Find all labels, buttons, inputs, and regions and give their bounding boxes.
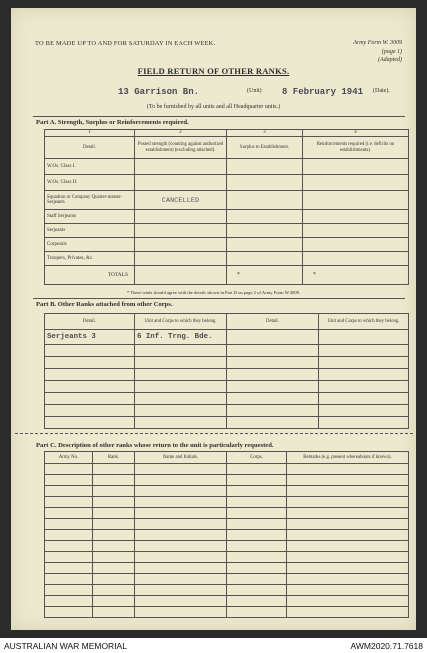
part-c-heading: Part C. Description of other ranks whose return to the unit is particularly requested. (36, 442, 274, 449)
column-header: Unit and Corps to which they belong. (135, 314, 227, 330)
part-b-table (44, 313, 409, 429)
totals-row (45, 266, 409, 285)
column-header: Name and Initials. (135, 452, 227, 464)
form-status: (Adapted) (378, 57, 402, 63)
col-number: 3 (227, 130, 303, 137)
row-label: W.Os. Class I. (45, 159, 135, 175)
row-label: W.Os. Class II. (45, 175, 135, 191)
entry-unit: 6 Inf. Trng. Bde. (135, 330, 227, 345)
date-value: 8 February 1941 (282, 87, 364, 97)
table-row (45, 607, 409, 618)
unit-value: 13 Garrison Bn. (118, 87, 200, 97)
column-header: Army No. (45, 452, 93, 464)
row-label: Troopers, Privates, &c. (45, 252, 135, 266)
col-number: 1 (45, 130, 135, 137)
table-row (45, 596, 409, 607)
section-rule (33, 298, 405, 299)
table-row (45, 486, 409, 497)
table-row (45, 252, 409, 266)
col-number: 4 (303, 130, 409, 137)
form-number: Army Form W. 3009 (353, 40, 402, 46)
form-sheet (11, 8, 416, 630)
table-row (45, 175, 409, 191)
table-row (45, 519, 409, 530)
asterisk-mark: * (227, 266, 303, 285)
row-label: Squadron or Company Quarter-master-Serjeants (45, 191, 135, 210)
form-number-block (353, 39, 402, 65)
table-row (45, 381, 409, 393)
form-page: (page 1) (381, 48, 402, 55)
column-header: Reinforcements required (i.e. deficits on establishments). (303, 137, 409, 159)
table-row (45, 541, 409, 552)
column-header: Posted strength (counting against authorized establishment) (excluding attached). (135, 137, 227, 159)
part-a-heading: Part A. Strength, Surplus or Reinforcements required. (36, 119, 189, 126)
table-row (45, 357, 409, 369)
table-row (45, 405, 409, 417)
table-row (45, 345, 409, 357)
entry-detail: Serjeants 3 (45, 330, 135, 345)
column-header: Detail. (45, 314, 135, 330)
credit-right: AWM2020.71.7618 (350, 641, 423, 651)
table-row (45, 210, 409, 224)
cancelled-stamp: CANCELLED (161, 196, 200, 204)
table-row (45, 238, 409, 252)
form-title: FIELD RETURN OF OTHER RANKS. (137, 66, 290, 76)
table-row (45, 224, 409, 238)
table-row (45, 574, 409, 585)
table-row (45, 552, 409, 563)
credit-left: AUSTRALIAN WAR MEMORIAL (4, 641, 127, 651)
part-a-footnote: * These totals should agree with the details shown in Part D on page 2 of Army Form W.3009. (126, 290, 301, 295)
row-label: Staff Serjeants (45, 210, 135, 224)
col-number: 2 (135, 130, 227, 137)
table-row (45, 464, 409, 475)
section-rule (33, 116, 405, 117)
date-label: (Date). (373, 88, 390, 94)
tear-line (15, 433, 413, 434)
row-label: Serjeants (45, 224, 135, 238)
column-header: Surplus to Establishment. (227, 137, 303, 159)
table-row (45, 585, 409, 596)
table-row (45, 191, 409, 210)
column-header: Corps. (227, 452, 287, 464)
column-header: Rank. (93, 452, 135, 464)
table-row (45, 159, 409, 175)
table-row (45, 330, 409, 345)
table-row (45, 530, 409, 541)
instruction-text: TO BE MADE UP TO AND FOR SATURDAY IN EACH WEEK. (35, 40, 216, 47)
column-header: Detail. (227, 314, 319, 330)
column-header: Unit and Corps to which they belong. (319, 314, 409, 330)
unit-label: (Unit) (247, 88, 262, 94)
part-a-table (44, 129, 409, 285)
part-b-heading: Part B. Other Ranks attached from other Corps. (36, 301, 173, 308)
table-row (45, 508, 409, 519)
totals-label: TOTALS (45, 266, 135, 285)
table-row (45, 563, 409, 574)
table-row (45, 497, 409, 508)
table-row (45, 369, 409, 381)
asterisk-mark: * (303, 266, 409, 285)
column-header: Detail. (45, 137, 135, 159)
table-row (45, 475, 409, 486)
column-header: Remarks (e.g. present whereabouts if known). (287, 452, 409, 464)
table-row (45, 417, 409, 429)
part-c-table (44, 451, 409, 618)
row-label: Corporals (45, 238, 135, 252)
table-row (45, 393, 409, 405)
furnish-note: (To be furnished by all units and all Headquarter units.) (146, 104, 281, 110)
